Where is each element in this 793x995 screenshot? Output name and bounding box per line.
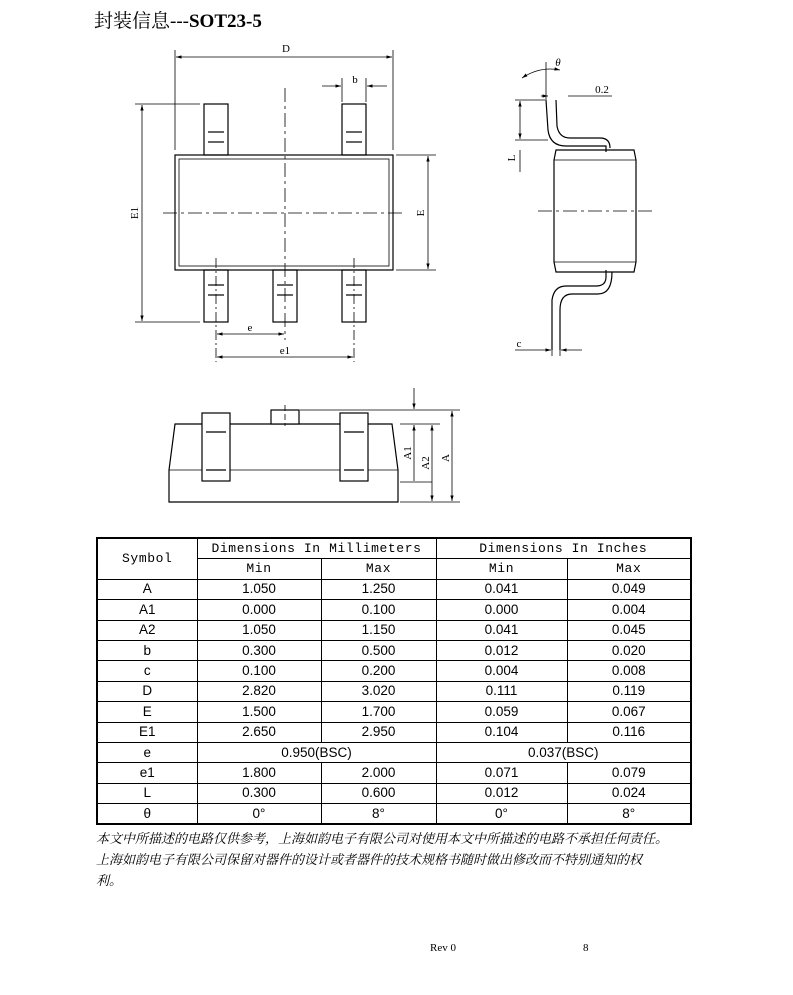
label-A: A <box>440 454 452 462</box>
cell-mm-min: 0.300 <box>197 783 321 803</box>
cell-symbol: L <box>97 783 197 803</box>
table-row <box>97 640 691 660</box>
table-row <box>97 783 691 803</box>
label-E1: E1 <box>129 206 141 220</box>
table-row <box>97 579 691 599</box>
dimensions-table <box>96 537 692 825</box>
cell-mm-max: 3.020 <box>321 681 436 701</box>
cell-in-max: 0.020 <box>567 640 691 660</box>
table-row <box>97 620 691 640</box>
top-view-body <box>175 155 393 270</box>
label-D: D <box>282 43 290 55</box>
table-header-row <box>97 538 691 559</box>
header-mm-min: Min <box>197 559 321 579</box>
cell-mm-min: 1.800 <box>197 763 321 783</box>
disclaimer-line: 上海如韵电子有限公司保留对器件的设计或者器件的技术规格书随时做出修改而不特别通知的权 <box>96 852 643 867</box>
title-prefix: 封装信息--- <box>94 11 189 32</box>
cell-mm-max: 0.200 <box>321 661 436 681</box>
cell-mm-min: 0.100 <box>197 661 321 681</box>
disclaimer-line: 利。 <box>96 873 123 888</box>
top-lead-left <box>204 104 228 155</box>
label-theta: θ <box>555 57 561 69</box>
cell-in-min: 0.041 <box>436 579 567 599</box>
cell-mm-max: 2.950 <box>321 722 436 742</box>
table-row <box>97 600 691 620</box>
footer-page-number: 8 <box>583 942 589 954</box>
cell-in-bsc: 0.037(BSC) <box>436 742 691 762</box>
cell-in-min: 0.059 <box>436 702 567 722</box>
cell-in-min: 0.004 <box>436 661 567 681</box>
table-row <box>97 763 691 783</box>
cell-in-min: 0.041 <box>436 620 567 640</box>
cell-in-max: 0.004 <box>567 600 691 620</box>
cell-in-max: 0.116 <box>567 722 691 742</box>
footer-revision: Rev 0 <box>430 942 456 954</box>
disclaimer <box>96 828 706 891</box>
top-view-body-inner <box>179 159 389 266</box>
cell-symbol: E1 <box>97 722 197 742</box>
header-in-max: Max <box>567 559 691 579</box>
table-row <box>97 681 691 701</box>
cell-mm-max: 2.000 <box>321 763 436 783</box>
side-view <box>515 62 654 356</box>
side-upper-lead <box>546 100 606 152</box>
label-c: c <box>516 338 522 350</box>
front-lead-left <box>202 413 230 481</box>
cell-in-min: 0.012 <box>436 783 567 803</box>
cell-symbol: e <box>97 742 197 762</box>
cell-in-min: 0.071 <box>436 763 567 783</box>
cell-in-max: 0.067 <box>567 702 691 722</box>
header-mm-max: Max <box>321 559 436 579</box>
cell-in-min: 0.104 <box>436 722 567 742</box>
header-symbol: Symbol <box>97 538 197 579</box>
label-E: E <box>415 209 427 217</box>
table-row <box>97 661 691 681</box>
front-lead-right <box>340 413 368 481</box>
label-lead-0-2: 0.2 <box>595 84 609 96</box>
cell-in-max: 0.008 <box>567 661 691 681</box>
label-A1: A1 <box>402 446 414 460</box>
cell-symbol: c <box>97 661 197 681</box>
table-row <box>97 702 691 722</box>
cell-symbol: A <box>97 579 197 599</box>
label-e1: e1 <box>279 345 291 357</box>
front-view <box>169 388 460 502</box>
cell-in-max: 0.024 <box>567 783 691 803</box>
cell-mm-bsc: 0.950(BSC) <box>197 742 436 762</box>
cell-mm-min: 1.050 <box>197 579 321 599</box>
cell-symbol: E <box>97 702 197 722</box>
cell-mm-max: 0.600 <box>321 783 436 803</box>
cell-mm-min: 1.500 <box>197 702 321 722</box>
top-lead-right <box>342 104 366 155</box>
table-row <box>97 722 691 742</box>
cell-in-max: 0.079 <box>567 763 691 783</box>
cell-in-max: 0.119 <box>567 681 691 701</box>
cell-in-min: 0.111 <box>436 681 567 701</box>
cell-in-min: 0.012 <box>436 640 567 660</box>
header-inches: Dimensions In Inches <box>436 538 691 559</box>
cell-mm-min: 2.820 <box>197 681 321 701</box>
cell-in-min: 0.000 <box>436 600 567 620</box>
label-e: e <box>247 322 253 334</box>
cell-symbol: θ <box>97 804 197 825</box>
cell-symbol: b <box>97 640 197 660</box>
top-view <box>135 50 436 362</box>
cell-symbol: A1 <box>97 600 197 620</box>
disclaimer-line: 本文中所描述的电路仅供参考，上海如韵电子有限公司对使用本文中所描述的电路不承担任何责任。 <box>96 831 669 846</box>
cell-in-max: 0.045 <box>567 620 691 640</box>
cell-in-min: 0° <box>436 804 567 825</box>
title-package: SOT23-5 <box>188 11 262 32</box>
cell-mm-max: 1.150 <box>321 620 436 640</box>
cell-in-max: 8° <box>567 804 691 825</box>
cell-mm-max: 0.500 <box>321 640 436 660</box>
cell-symbol: D <box>97 681 197 701</box>
table-row <box>97 804 691 825</box>
cell-mm-min: 2.650 <box>197 722 321 742</box>
header-millimeters: Dimensions In Millimeters <box>197 538 436 559</box>
cell-mm-min: 0° <box>197 804 321 825</box>
cell-mm-min: 0.000 <box>197 600 321 620</box>
label-A2: A2 <box>420 456 432 470</box>
cell-symbol: e1 <box>97 763 197 783</box>
cell-mm-max: 1.700 <box>321 702 436 722</box>
cell-mm-min: 1.050 <box>197 620 321 640</box>
header-in-min: Min <box>436 559 567 579</box>
cell-symbol: A2 <box>97 620 197 640</box>
cell-in-max: 0.049 <box>567 579 691 599</box>
cell-mm-max: 1.250 <box>321 579 436 599</box>
cell-mm-max: 8° <box>321 804 436 825</box>
table-row <box>97 742 691 762</box>
label-b: b <box>352 74 358 86</box>
cell-mm-max: 0.100 <box>321 600 436 620</box>
cell-mm-min: 0.300 <box>197 640 321 660</box>
label-L: L <box>506 154 518 162</box>
